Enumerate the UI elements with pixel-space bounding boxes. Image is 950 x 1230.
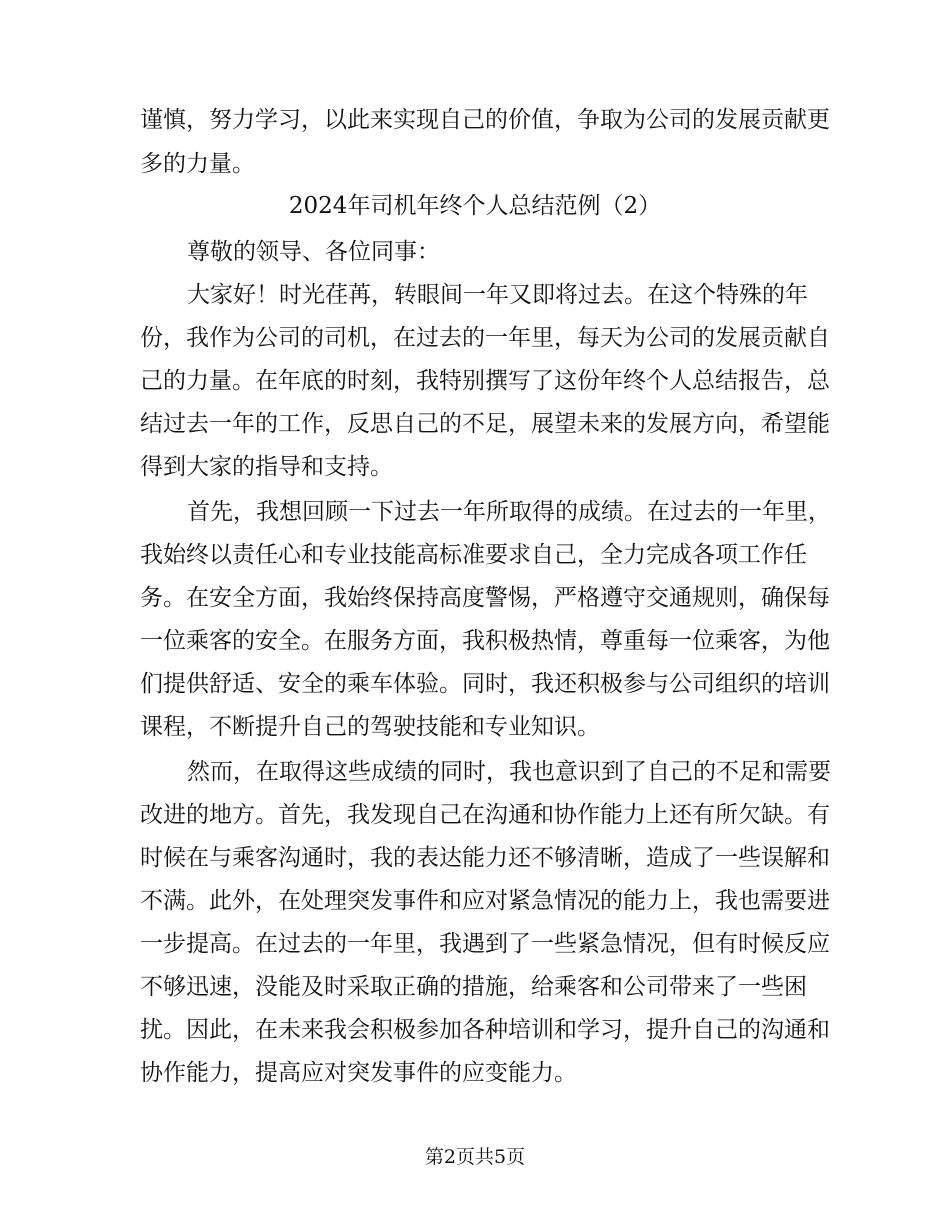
paragraph-line: 不满。此外，在处理突发事件和应对紧急情况的能力上，我也需要进 (140, 888, 830, 914)
body-line: 多的力量。 (140, 151, 255, 177)
paragraph-line: 然而，在取得这些成绩的同时，我也意识到了自己的不足和需要 (187, 759, 831, 785)
paragraph-line: 协作能力，提高应对突发事件的应变能力。 (140, 1060, 577, 1086)
paragraph-line: 一位乘客的安全。在服务方面，我积极热情，尊重每一位乘客，为他 (140, 628, 830, 654)
paragraph-line: 我始终以责任心和专业技能高标准要求自己，全力完成各项工作任 (140, 542, 807, 568)
paragraph-line: 改进的地方。首先，我发现自己在沟通和协作能力上还有所欠缺。有 (140, 802, 830, 828)
paragraph-line: 时候在与乘客沟通时，我的表达能力还不够清晰，造成了一些误解和 (140, 845, 830, 871)
paragraph-line: 务。在安全方面，我始终保持高度警惕，严格遵守交通规则，确保每 (140, 585, 830, 611)
salutation: 尊敬的领导、各位同事： (187, 239, 440, 265)
page-number-footer: 第2页共5页 (424, 1146, 526, 1168)
body-line: 谨慎，努力学习，以此来实现自己的价值，争取为公司的发展贡献更 (140, 107, 830, 133)
paragraph-line: 份，我作为公司的司机，在过去的一年里，每天为公司的发展贡献自 (140, 325, 830, 351)
paragraph-line: 己的力量。在年底的时刻，我特别撰写了这份年终个人总结报告，总 (140, 368, 830, 394)
paragraph-line: 们提供舒适、安全的乘车体验。同时，我还积极参与公司组织的培训 (140, 671, 830, 697)
document-title: 2024年司机年终个人总结范例（2） (288, 193, 662, 219)
paragraph-line: 课程，不断提升自己的驾驶技能和专业知识。 (140, 714, 600, 740)
paragraph-line: 得到大家的指导和支持。 (140, 454, 393, 480)
paragraph-line: 不够迅速，没能及时采取正确的措施，给乘客和公司带来了一些困 (140, 974, 807, 1000)
paragraph-line: 一步提高。在过去的一年里，我遇到了一些紧急情况，但有时候反应 (140, 931, 830, 957)
paragraph-line: 首先，我想回顾一下过去一年所取得的成绩。在过去的一年里， (187, 499, 831, 525)
paragraph-line: 大家好！时光荏苒，转眼间一年又即将过去。在这个特殊的年 (187, 282, 808, 308)
paragraph-line: 扰。因此，在未来我会积极参加各种培训和学习，提升自己的沟通和 (140, 1017, 830, 1043)
paragraph-line: 结过去一年的工作，反思自己的不足，展望未来的发展方向，希望能 (140, 411, 830, 437)
